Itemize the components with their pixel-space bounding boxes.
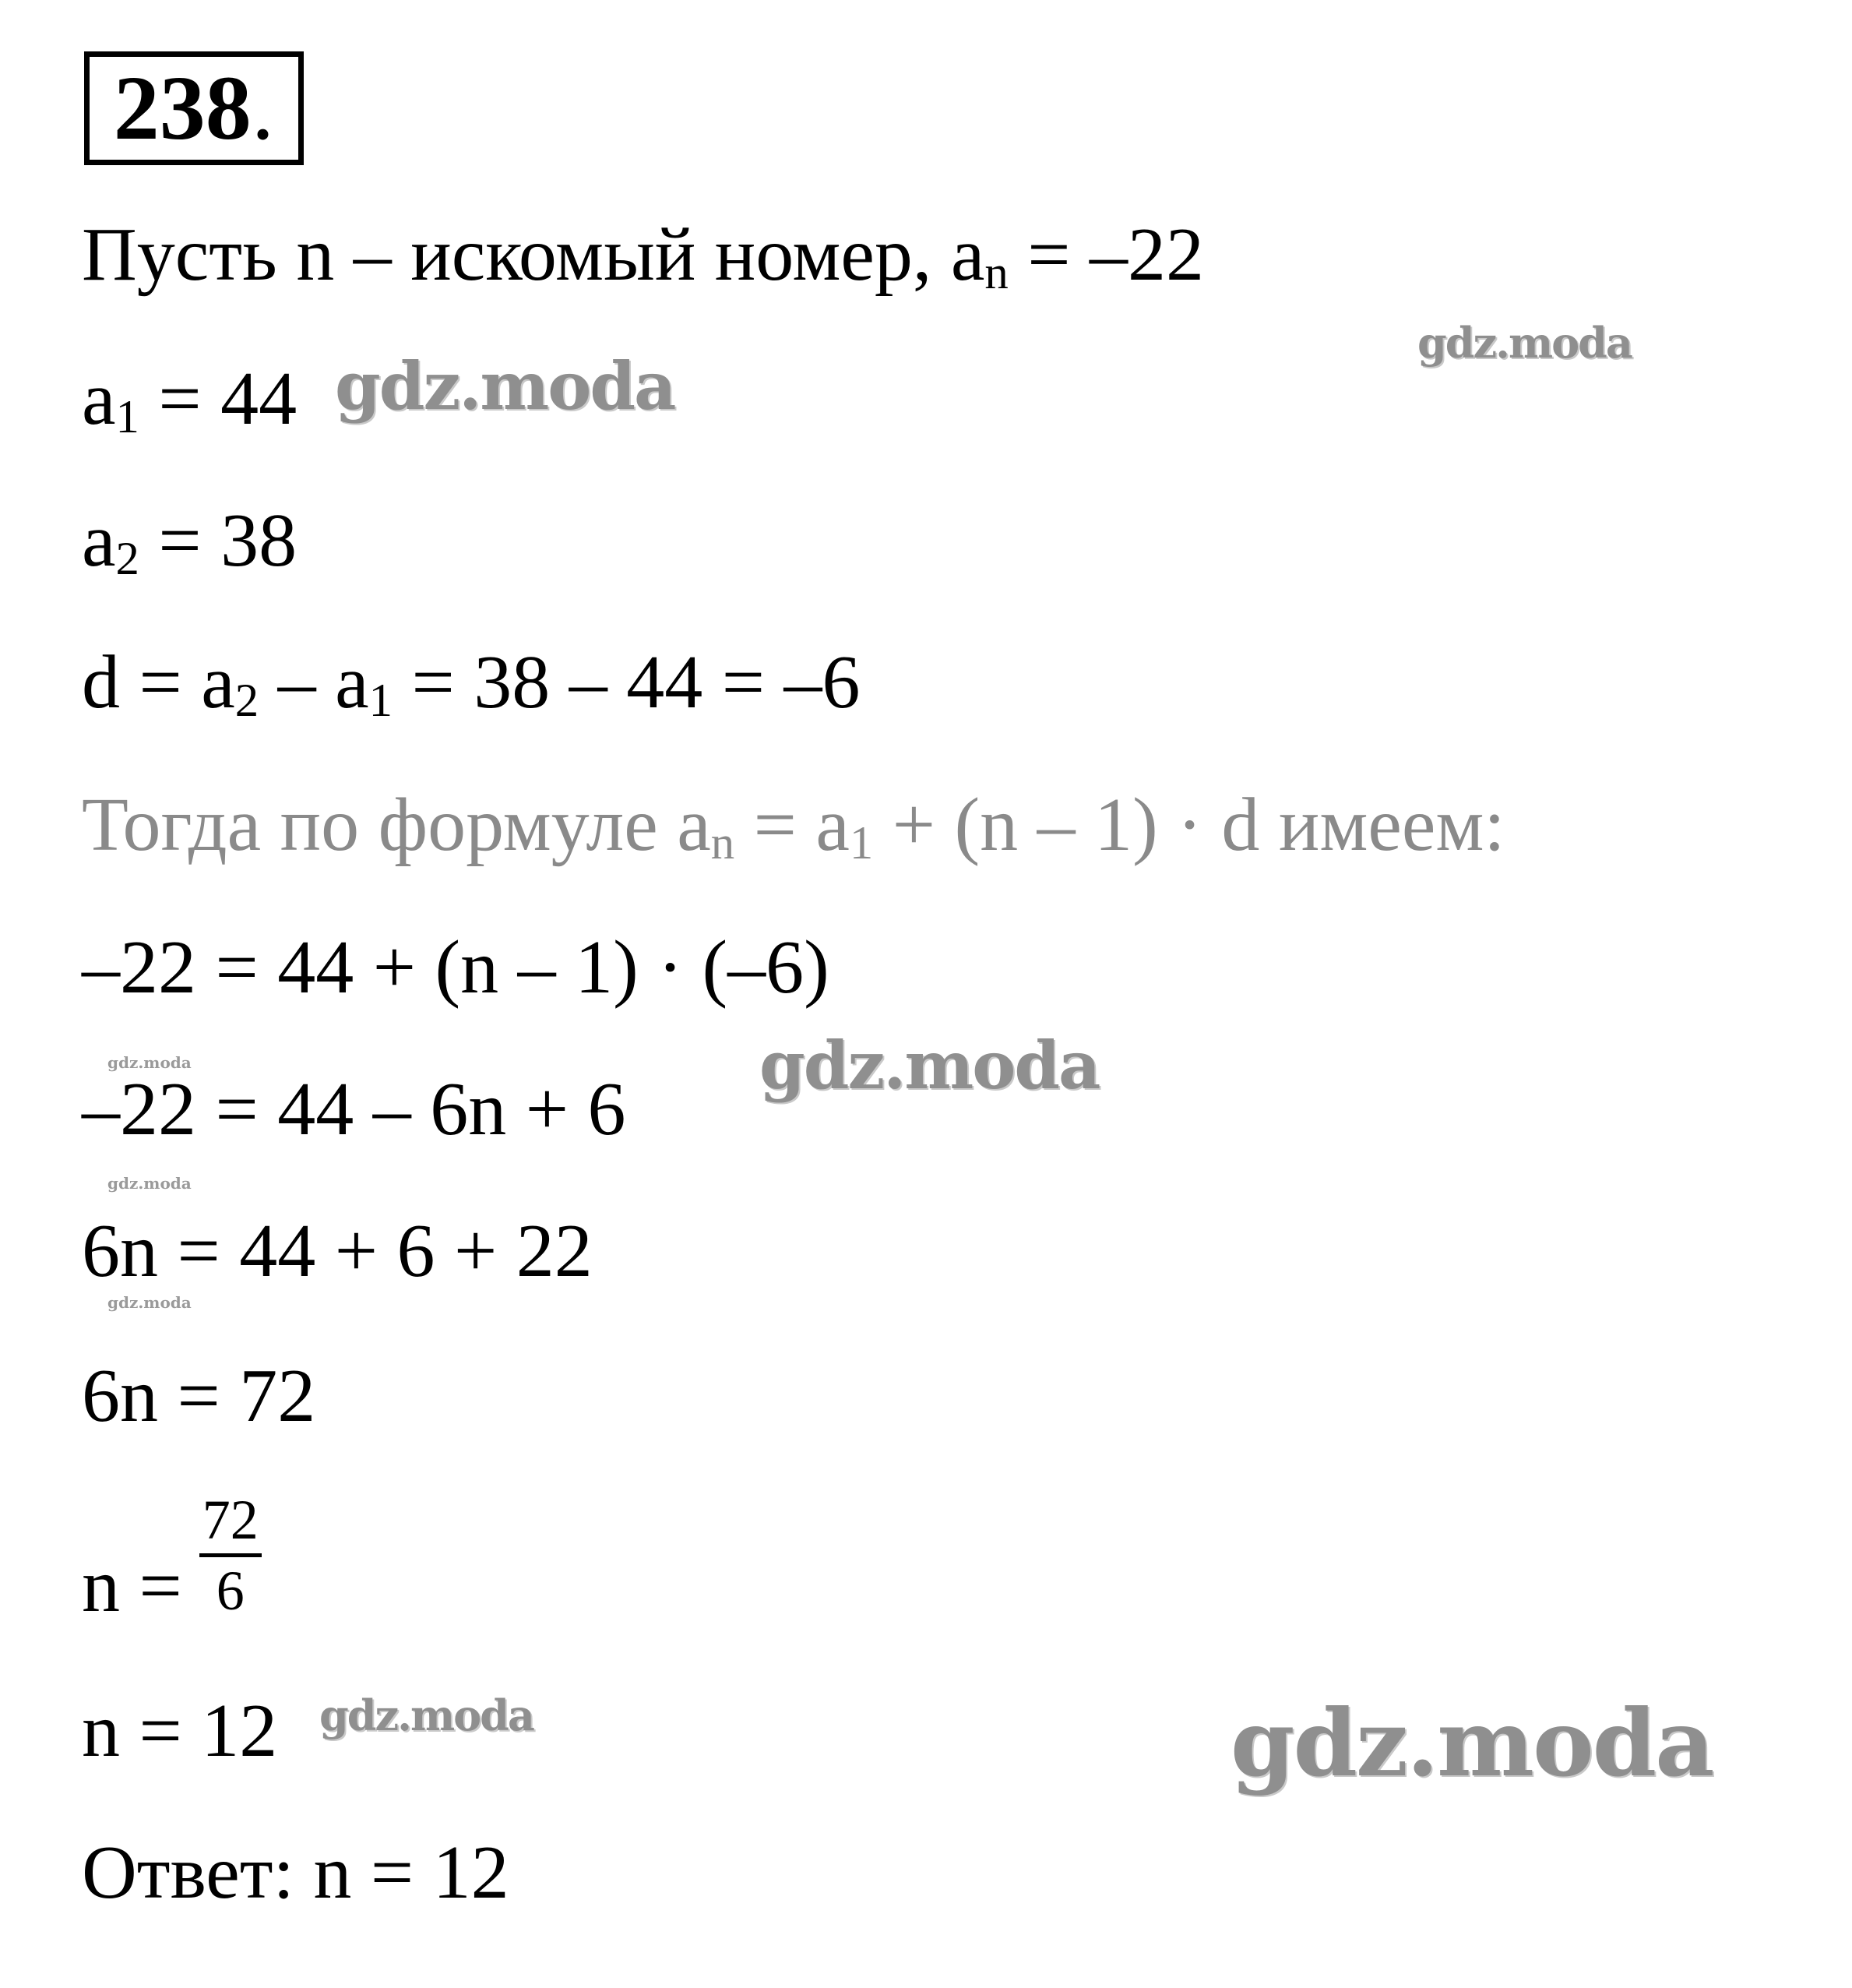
watermark: gdz.moda: [1231, 1689, 1713, 1797]
fraction-denominator: 6: [216, 1559, 245, 1622]
line-a1: $a_1 = 44$: [82, 357, 298, 443]
watermark: gdz.moda: [107, 1053, 192, 1072]
watermark: gdz.moda: [107, 1174, 192, 1193]
problem-number-dot: .: [251, 57, 275, 159]
fraction-bar: [199, 1553, 262, 1557]
watermark: gdz.moda: [107, 1293, 192, 1312]
line-equation-1: –22 = 44 + (n – 1) · (–6): [82, 925, 829, 1010]
watermark: gdz.moda: [319, 1690, 533, 1740]
line-difference: $d = a_2 - a_1 = 38 - 44 = -6$: [82, 640, 861, 727]
line-let-n: Пусть n – искомый номер, $a_n = -22$: [82, 213, 1205, 299]
fraction-numerator: 72: [202, 1489, 259, 1551]
line-fraction: n = 72 6: [82, 1496, 262, 1625]
line-result: n = 12: [82, 1689, 278, 1773]
watermark: gdz.moda: [759, 1027, 1100, 1104]
line-equation-2: –22 = 44 – 6n + 6: [82, 1067, 626, 1151]
line-answer: Ответ: n = 12: [82, 1831, 509, 1915]
fraction: [199, 1491, 262, 1620]
problem-number-box: [84, 51, 304, 165]
line-equation-4: 6n = 72: [82, 1354, 316, 1438]
watermark: gdz.moda: [1417, 318, 1632, 368]
line-equation-3: 6n = 44 + 6 + 22: [82, 1209, 593, 1293]
line-a2: $a_2 = 38$: [82, 499, 298, 585]
watermark: gdz.moda: [335, 347, 675, 425]
problem-number: 238: [113, 57, 252, 159]
line-formula: Тогда по формуле $a_n = a_1 + (n - 1) \cdot d$ имеем:: [82, 783, 1505, 869]
